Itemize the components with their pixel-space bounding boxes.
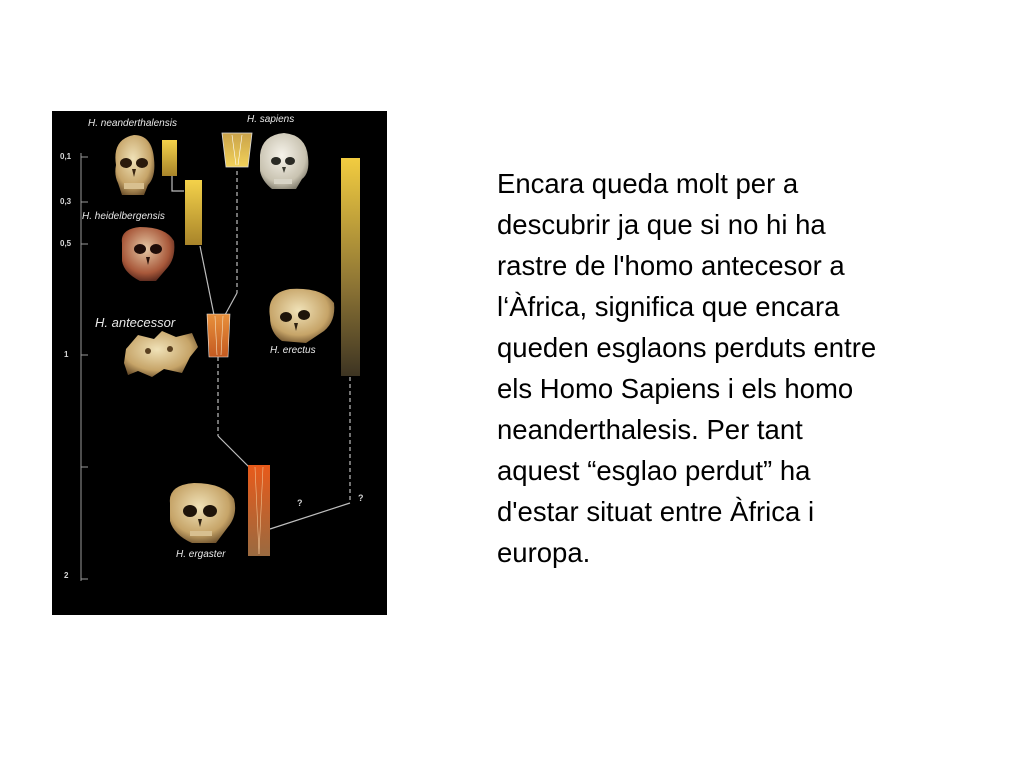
tick-label-0-3: 0,3 [60, 197, 72, 206]
tick-label-2: 2 [64, 571, 69, 580]
body-text-line: aquest “esglao perdut” ha [497, 455, 811, 486]
body-text-line: europa. [497, 537, 591, 568]
neanderthalensis-range-bar [162, 140, 177, 176]
heidelbergensis-skull-icon [122, 227, 175, 281]
body-text-line: queden esglaons perduts entre [497, 332, 877, 363]
ergaster-skull-icon [170, 483, 235, 543]
tick-label-0-1: 0,1 [60, 152, 72, 161]
body-text-line: descubrir ja que si no hi ha [497, 209, 826, 240]
label-ergaster: H. ergaster [176, 549, 226, 560]
sapiens-antecessor-link [225, 293, 237, 315]
tick-label-0-5: 0,5 [60, 239, 72, 248]
antecessor-ergaster-link [218, 436, 249, 467]
unknown-link-mark-erectus: ? [358, 493, 364, 503]
label-antecessor: H. antecessor [95, 315, 176, 330]
body-text-line: neanderthalesis. Per tant [497, 414, 803, 445]
slide-body-text [497, 163, 987, 573]
antecessor-range-bar [207, 314, 230, 357]
unknown-link-mark-ergaster: ? [297, 498, 303, 508]
erectus-skull-icon [269, 289, 334, 343]
label-sapiens: H. sapiens [247, 114, 295, 125]
label-heidelbergensis: H. heidelbergensis [82, 211, 165, 222]
ergaster-range-bar [248, 465, 270, 556]
body-text-line: l‘Àfrica, significa que encara [497, 291, 840, 322]
ergaster-erectus-link [270, 503, 350, 529]
label-neanderthalensis: H. neanderthalensis [88, 118, 177, 129]
sapiens-skull-icon [260, 133, 308, 189]
label-erectus: H. erectus [270, 345, 316, 356]
sapiens-range-bar [222, 133, 252, 167]
heidelberg-antecessor-link [200, 246, 214, 315]
evolution-chart-graphics [52, 111, 387, 615]
erectus-range-bar [341, 158, 360, 376]
body-text-line: rastre de l'homo antecesor a [497, 250, 845, 281]
body-text-line: Encara queda molt per a [497, 168, 799, 199]
antecessor-jaw-fragment-icon [124, 331, 198, 377]
heidelbergensis-range-bar [185, 180, 202, 245]
hominid-evolution-figure [52, 111, 387, 615]
neanderthalensis-skull-icon [115, 135, 154, 195]
tick-label-1: 1 [64, 350, 69, 359]
body-text-line: els Homo Sapiens i els homo [497, 373, 854, 404]
body-text-line: d'estar situat entre Àfrica i [497, 496, 815, 527]
